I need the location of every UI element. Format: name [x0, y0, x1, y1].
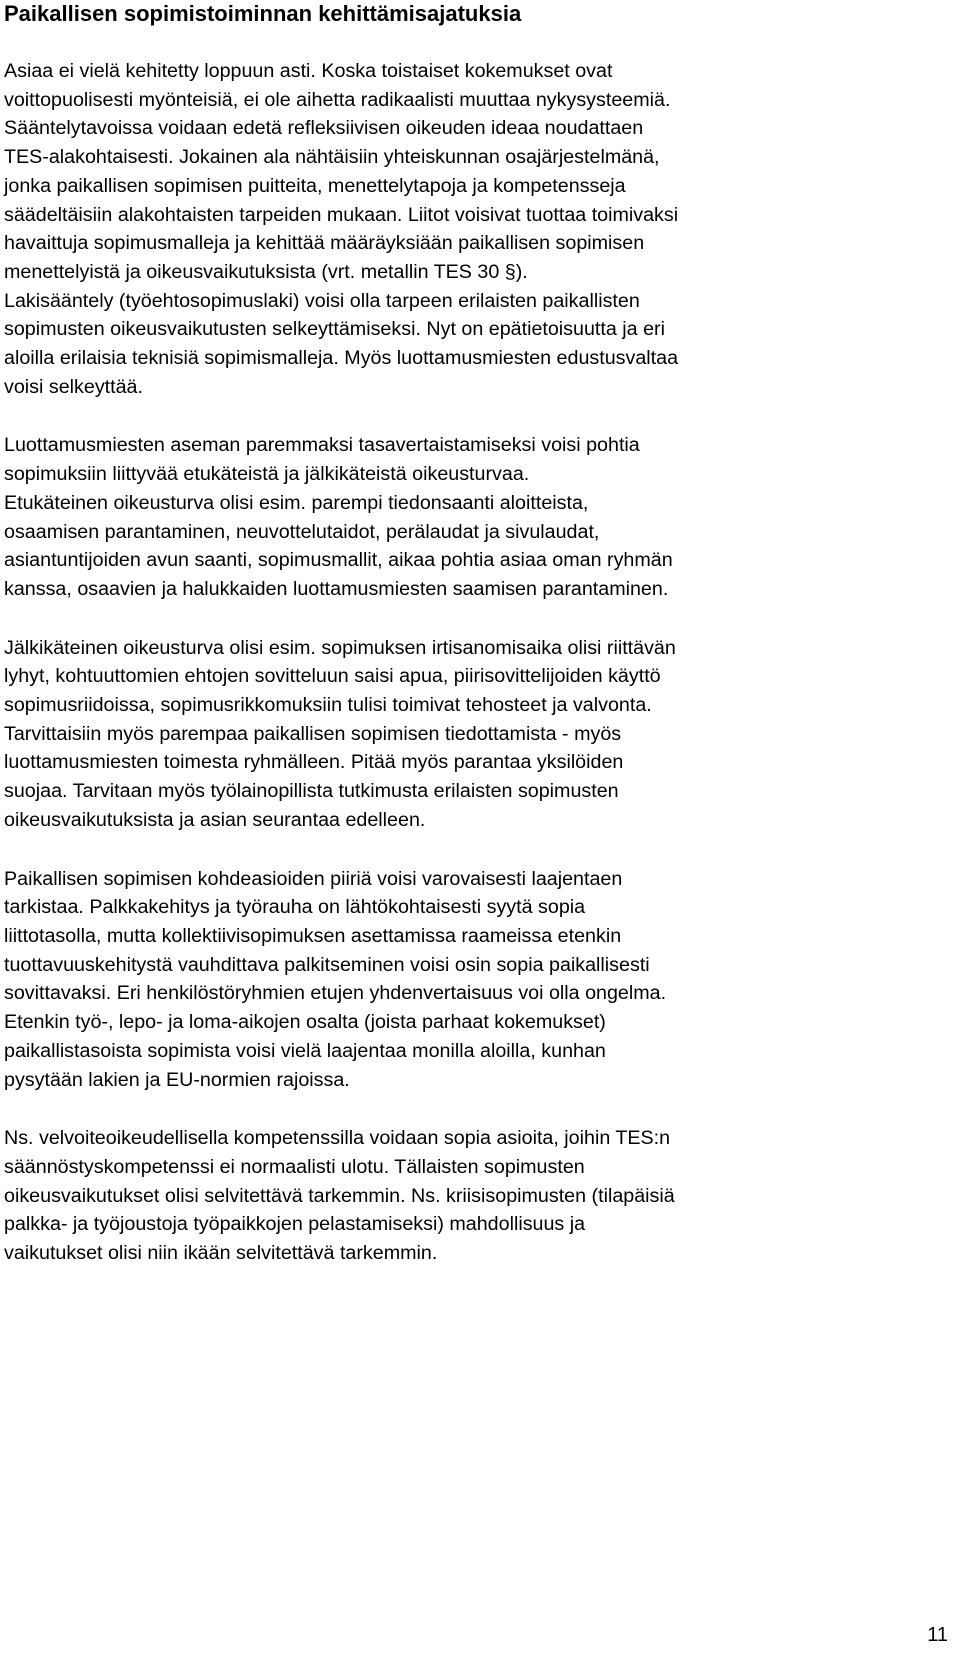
text-line: Jälkikäteinen oikeusturva olisi esim. sopimuksen irtisanomisaika olisi riittävän — [4, 636, 676, 659]
text-line: tarkistaa. Palkkakehitys ja työrauha on lähtökohtaisesti syytä sopia — [4, 896, 586, 919]
text-line: osaamisen parantaminen, neuvottelutaidot, perälaudat ja sivulaudat, — [4, 520, 600, 543]
text-line: havaittuja sopimusmalleja ja kehittää määräyksiään paikallisen sopimisen — [4, 232, 645, 255]
text-line: luottamusmiesten toimesta ryhmälleen. Pitää myös parantaa yksilöiden — [4, 751, 624, 774]
text-line: Sääntelytavoissa voidaan edetä refleksiivisen oikeuden ideaa noudattaen — [4, 117, 644, 140]
text-line: asiantuntijoiden avun saanti, sopimusmallit, aikaa pohtia asiaa oman ryhmän — [4, 549, 673, 572]
text-line: liittotasolla, mutta kollektiivisopimuksen asettamissa raameissa etenkin — [4, 924, 622, 947]
text-line: säännöstyskompetenssi ei normaalisti ulotu. Tällaisten sopimusten — [4, 1155, 585, 1178]
text-line: Ns. velvoiteoikeudellisella kompetenssilla voidaan sopia asioita, joihin TES:n — [4, 1127, 671, 1150]
text-line: kanssa, osaavien ja halukkaiden luottamusmiesten saamisen parantaminen. — [4, 577, 669, 600]
text-line: Lakisääntely (työehtosopimuslaki) voisi olla tarpeen erilaisten paikallisten — [4, 289, 640, 312]
text-line: sovittavaksi. Eri henkilöstöryhmien etujen yhdenvertaisuus voi olla ongelma. — [4, 982, 667, 1005]
text-line: suojaa. Tarvitaan myös työlainopillista tutkimusta erilaisten sopimusten — [4, 780, 619, 803]
text-line: vaikutukset olisi niin ikään selvitettävä tarkemmin. — [4, 1242, 438, 1265]
text-line: sopimusriidoissa, sopimusrikkomuksiin tulisi toimivat tehosteet ja valvonta. — [4, 694, 652, 717]
body-paragraph — [4, 634, 954, 835]
text-line: menettelyistä ja oikeusvaikutuksista (vrt. metallin TES 30 §). — [4, 260, 528, 283]
text-line: säädeltäisiin alakohtaisten tarpeiden mukaan. Liitot voisivat tuottaa toimivaksi — [4, 203, 679, 226]
text-line: oikeusvaikutuksista ja asian seurantaa edelleen. — [4, 808, 426, 831]
body-paragraph — [4, 57, 954, 401]
body-paragraph — [4, 431, 954, 603]
text-line: pysytään lakien ja EU-normien rajoissa. — [4, 1068, 350, 1091]
page-number: 11 — [927, 1624, 948, 1646]
text-line: palkka- ja työjoustoja työpaikkojen pelastamiseksi) mahdollisuus ja — [4, 1213, 586, 1236]
document-body — [4, 57, 954, 1298]
body-paragraph — [4, 1124, 954, 1268]
text-line: Paikallisen sopimisen kohdeasioiden piiriä voisi varovaisesti laajentaen — [4, 867, 623, 890]
text-line: aloilla erilaisia teknisiä sopimismalleja. Myös luottamusmiesten edustusvaltaa — [4, 347, 679, 370]
text-line: lyhyt, kohtuuttomien ehtojen sovitteluun saisi apua, piirisovittelijoiden käyttö — [4, 665, 661, 688]
body-paragraph — [4, 865, 954, 1095]
text-line: Etukäteinen oikeusturva olisi esim. parempi tiedonsaanti aloitteista, — [4, 491, 589, 514]
page-heading: Paikallisen sopimistoiminnan kehittämisajatuksia — [4, 1, 522, 26]
text-line: voisi selkeyttää. — [4, 375, 143, 398]
text-line: sopimuksiin liittyvää etukäteistä ja jälkikäteistä oikeusturvaa. — [4, 463, 530, 486]
text-line: jonka paikallisen sopimisen puitteita, menettelytapoja ja kompetensseja — [4, 174, 626, 197]
text-line: sopimusten oikeusvaikutusten selkeyttämiseksi. Nyt on epätietoisuutta ja eri — [4, 318, 665, 341]
text-line: oikeusvaikutukset olisi selvitettävä tarkemmin. Ns. kriisisopimusten (tilapäisiä — [4, 1184, 675, 1207]
text-line: Etenkin työ-, lepo- ja loma-aikojen osalta (joista parhaat kokemukset) — [4, 1011, 606, 1034]
text-line: Asiaa ei vielä kehitetty loppuun asti. Koska toistaiset kokemukset ovat — [4, 60, 613, 82]
text-line: Tarvittaisiin myös parempaa paikallisen sopimisen tiedottamista - myös — [4, 722, 622, 745]
text-line: Luottamusmiesten aseman paremmaksi tasavertaistamiseksi voisi pohtia — [4, 434, 640, 457]
text-line: tuottavuuskehitystä vauhdittava palkitseminen voisi osin sopia paikallisesti — [4, 953, 650, 976]
text-line: paikallistasoista sopimista voisi vielä laajentaa monilla aloilla, kunhan — [4, 1039, 606, 1062]
text-line: voittopuolisesti myönteisiä, ei ole aihetta radikaalisti muuttaa nykysysteemiä. — [4, 88, 671, 111]
text-line: TES-alakohtaisesti. Jokainen ala nähtäisiin yhteiskunnan osajärjestelmänä, — [4, 146, 660, 169]
